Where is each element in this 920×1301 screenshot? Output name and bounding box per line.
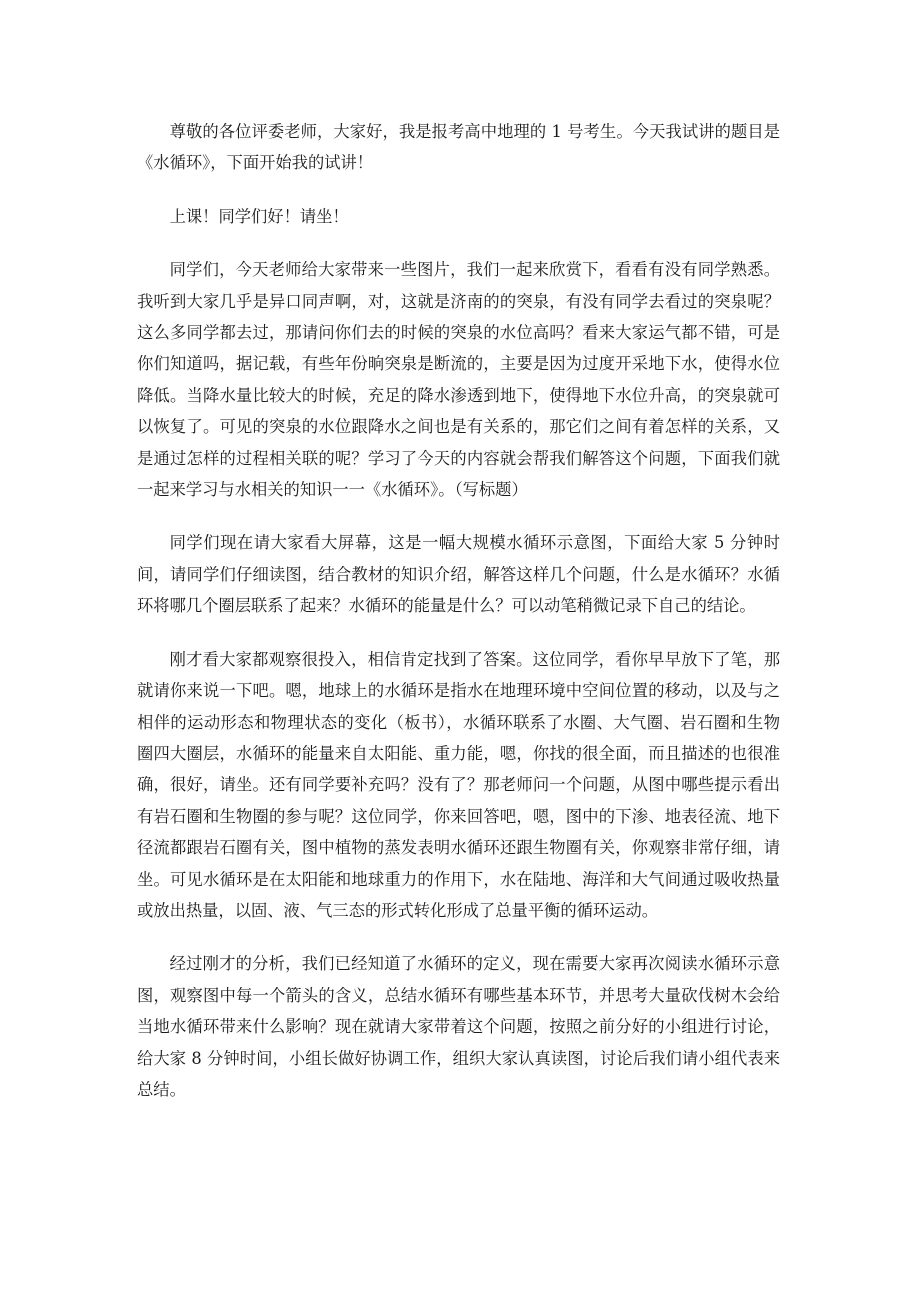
paragraph-student-answer: 刚才看大家都观察很投入，相信肯定找到了答案。这位同学，看你早早放下了笔，那就请你来说一下吧。嗯，地球上的水循环是指水在地理环境中空间位置的移动，以及与之相伴的运动形态和物理状态的变化（板书），水循环联系了水圈、大气圈、岩石圈和生物圈四大圈层，水循环的能量来自太阳能、重力能，嗯，你找的很全面，而且描述的也很准确，很好，请坐。还有同学要补充吗？没有了？那老师问一个问题，从图中哪些提示看出有岩石圈和生物圈的参与呢？这位同学，你来回答吧，嗯，图中的下渗、地表径流、地下径流都跟岩石圈有关，图中植物的蒸发表明水循环还跟生物圈有关，你观察非常仔细，请坐。可见水循环是在太阳能和地球重力的作用下，水在陆地、海洋和大气间通过吸收热量或放出热量，以固、液、气三态的形式转化形成了总量平衡的循环运动。 xyxy=(137,649,780,920)
paragraph-diagram-task: 同学们现在请大家看大屏幕，这是一幅大规模水循环示意图，下面给大家 5 分钟时间，请同学们仔细读图，结合教材的知识介绍，解答这样几个问题，什么是水循环？水循环将哪几个圈层联系了起来？水循环的能量是什么？可以动笔稍微记录下自己的结论。 xyxy=(137,533,780,616)
document-body xyxy=(137,116,780,1127)
paragraph-introduction: 同学们，今天老师给大家带来一些图片，我们一起来欣赏下，看看有没有同学熟悉。我听到大家几乎是异口同声啊，对，这就是济南的的突泉，有没有同学去看过的突泉呢？这么多同学都去过，那请问你们去的时候的突泉的水位高吗？看来大家运气都不错，可是你们知道吗，据记载，有些年份晌突泉是断流的，主要是因为过度开采地下水，使得水位降低。当降水量比较大的时候，充足的降水渗透到地下，使得地下水位升高，的突泉就可以恢复了。可见的突泉的水位跟降水之间也是有关系的，那它们之间有着怎样的关系，又是通过怎样的过程相关联的呢？学习了今天的内容就会帮我们解答这个问题，下面我们就一起来学习与水相关的知识一一《水循环》。（写标题） xyxy=(137,260,780,500)
paragraph-class-start: 上课！同学们好！请坐！ xyxy=(169,206,349,226)
paragraph-greeting: 尊敬的各位评委老师，大家好，我是报考高中地理的 1 号考生。今天我试讲的题目是《水循环》，下面开始我的试讲！ xyxy=(137,122,780,173)
paragraph-group-discussion: 经过刚才的分析，我们已经知道了水循环的定义，现在需要大家再次阅读水循环示意图，观察图中每一个箭头的含义，总结水循环有哪些基本环节，并思考大量砍伐树木会给当地水循环带来什么影响？现在就请大家带着这个问题，按照之前分好的小组进行讨论，给大家 8 分钟时间，小组长做好协调工作，组织大家认真读图，讨论后我们请小组代表来总结。 xyxy=(137,954,780,1099)
